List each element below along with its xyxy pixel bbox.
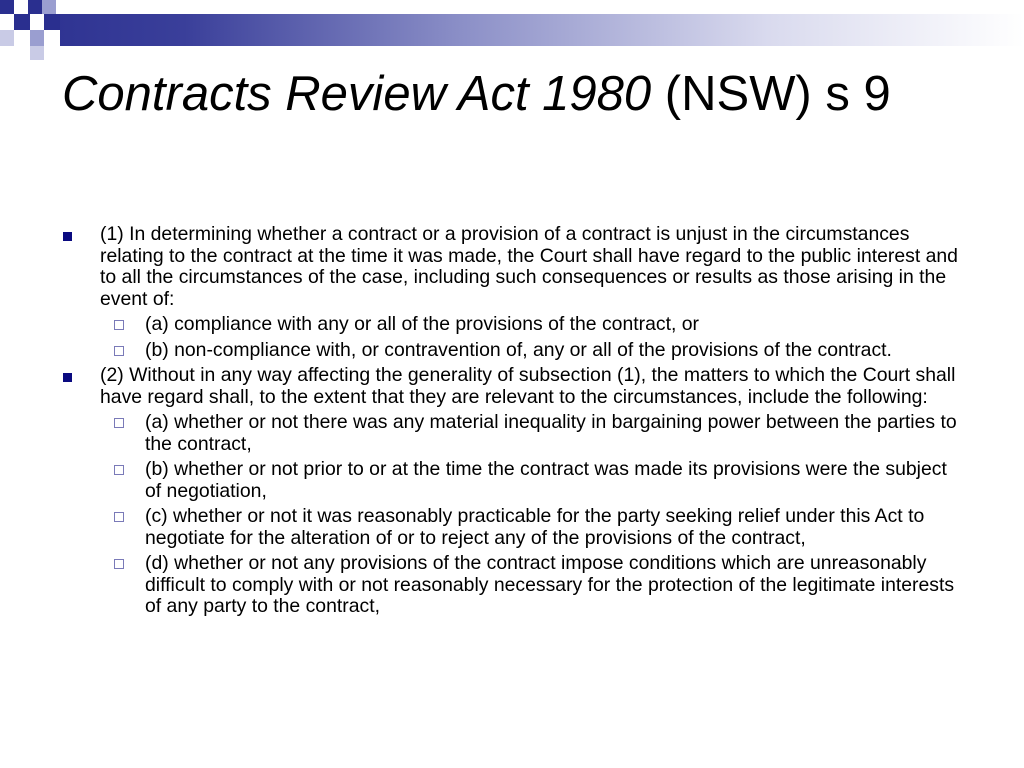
sub-bullet-text: (a) compliance with any or all of the provisions of the contract, or	[145, 313, 699, 335]
sub-bullet-item	[145, 314, 962, 336]
sub-bullet-list	[62, 412, 962, 618]
sub-bullet-text: (b) whether or not prior to or at the time the contract was made its provisions were the subject of negotiation,	[145, 458, 947, 502]
hollow-square-bullet-icon	[114, 346, 124, 356]
sub-bullet-text: (d) whether or not any provisions of the contract impose conditions which are unreasonably difficult to comply with or not reasonably necessary for the protection of the legitimate interests of any party to the contract,	[145, 552, 955, 617]
slide-body	[62, 224, 962, 622]
square-decoration	[0, 14, 14, 30]
title-italic-part: Contracts Review Act 1980	[62, 67, 652, 121]
square-bullet-icon	[63, 373, 72, 382]
hollow-square-bullet-icon	[114, 418, 124, 428]
square-decoration	[30, 14, 44, 30]
sub-bullet-item	[145, 459, 962, 502]
square-bullet-icon	[63, 232, 72, 241]
square-decoration	[28, 0, 42, 14]
square-decoration	[14, 30, 30, 46]
title-plain-part: (NSW) s 9	[651, 67, 891, 121]
square-decoration	[30, 30, 44, 46]
square-decoration	[14, 14, 30, 30]
hollow-square-bullet-icon	[114, 559, 124, 569]
sub-bullet-item	[145, 412, 962, 455]
square-decoration	[30, 46, 44, 60]
sub-bullet-item	[145, 553, 962, 618]
bullet-text: (2) Without in any way affecting the generality of subsection (1), the matters to which the Court shall have regard shall, to the extent that they are relevant to the circumstances, include the following:	[100, 364, 956, 408]
square-decoration	[42, 0, 56, 14]
hollow-square-bullet-icon	[114, 465, 124, 475]
bullet-item	[62, 224, 962, 310]
header-band-decoration	[0, 14, 1024, 46]
square-decoration	[0, 0, 14, 14]
square-decoration	[0, 30, 14, 46]
sub-bullet-item	[145, 340, 962, 362]
square-decoration	[14, 0, 28, 14]
slide-title	[62, 64, 962, 124]
bullet-item	[62, 365, 962, 408]
sub-bullet-item	[145, 506, 962, 549]
square-decoration	[44, 30, 60, 46]
sub-bullet-text: (c) whether or not it was reasonably practicable for the party seeking relief under this Act to negotiate for the alteration of or to reject any of the provisions of the contract,	[145, 505, 925, 549]
sub-bullet-text: (a) whether or not there was any material inequality in bargaining power between the parties to the contract,	[145, 411, 957, 455]
bullet-text: (1) In determining whether a contract or a provision of a contract is unjust in the circumstances relating to the contract at the time it was made, the Court shall have regard to the public interest and to all the circumstances of the case, including such consequences or results as those arising in the event of:	[100, 223, 958, 310]
square-decoration	[44, 14, 60, 30]
sub-bullet-text: (b) non-compliance with, or contravention of, any or all of the provisions of the contract.	[145, 338, 892, 361]
hollow-square-bullet-icon	[114, 512, 124, 522]
sub-bullet-list	[62, 314, 962, 361]
hollow-square-bullet-icon	[114, 320, 124, 330]
